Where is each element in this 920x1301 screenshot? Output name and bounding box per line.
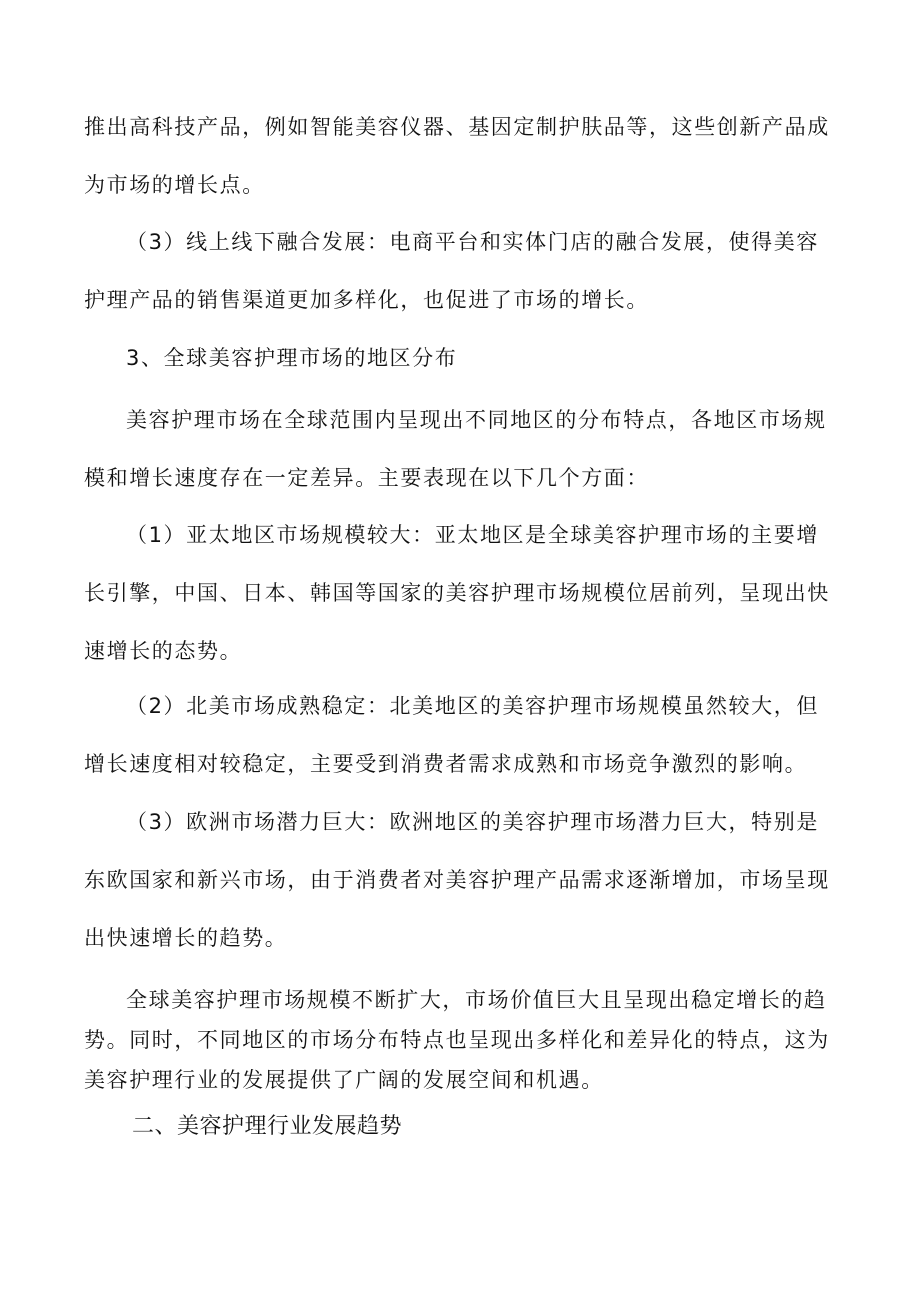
paragraph-europe: （3）欧洲市场潜力巨大：欧洲地区的美容护理市场潜力巨大，特别是东欧国家和新兴市场，由于消费者对美容护理产品需求逐渐增加，市场呈现出快速增长的趋势。 [84,810,830,950]
paragraph-asia-pacific: （1）亚太地区市场规模较大：亚太地区是全球美容护理市场的主要增长引擎，中国、日本、韩国等国家的美容护理市场规模位居前列，呈现出快速增长的态势。 [84,523,830,663]
paragraph-online-offline: （3）线上线下融合发展：电商平台和实体门店的融合发展，使得美容护理产品的销售渠道更加多样化，也促进了市场的增长。 [84,230,819,312]
section-heading-trends: 二、美容护理行业发展趋势 [132,1114,403,1139]
paragraph-tech-products: 推出高科技产品，例如智能美容仪器、基因定制护肤品等，这些创新产品成为市场的增长点。 [84,115,830,197]
paragraph-summary: 全球美容护理市场规模不断扩大，市场价值巨大且呈现出稳定增长的趋势。同时，不同地区的市场分布特点也呈现出多样化和差异化的特点，这为美容护理行业的发展提供了广阔的发展空间和机遇。 [84,988,830,1092]
paragraph-north-america: （2）北美市场成熟稳定：北美地区的美容护理市场规模虽然较大，但增长速度相对较稳定，主要受到消费者需求成熟和市场竞争激烈的影响。 [84,694,819,776]
paragraph-regional-overview: 美容护理市场在全球范围内呈现出不同地区的分布特点，各地区市场规模和增长速度存在一定差异。主要表现在以下几个方面： [84,408,827,490]
subheading-regional-distribution: 3、全球美容护理市场的地区分布 [126,346,458,370]
